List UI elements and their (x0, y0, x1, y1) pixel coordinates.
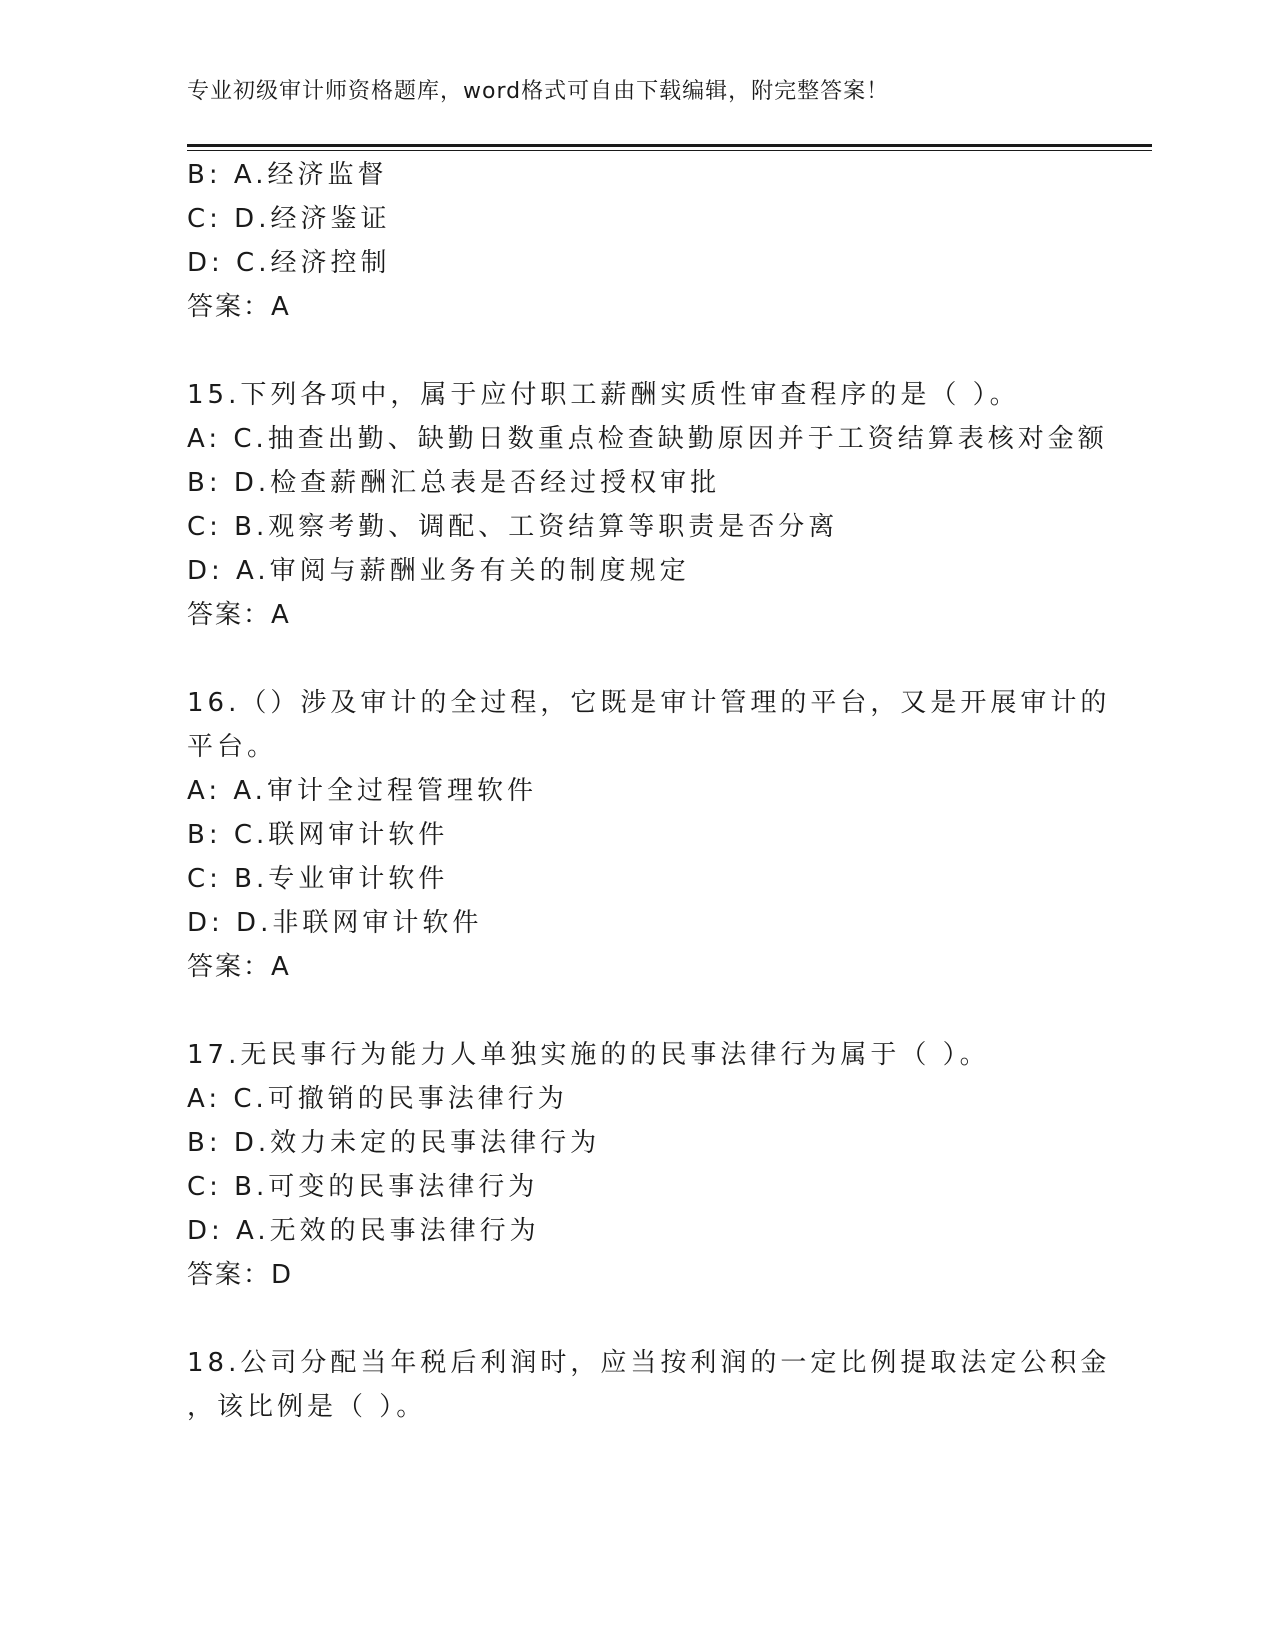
q16-question-line-1: 16.（）涉及审计的全过程，它既是审计管理的平台，又是开展审计的 (187, 688, 1111, 718)
q18-question-line-1: 18.公司分配当年税后利润时，应当按利润的一定比例提取法定公积金 (187, 1348, 1111, 1378)
q16-option-d: D: D.非联网审计软件 (187, 908, 483, 938)
q14-option-d: D: C.经济控制 (187, 248, 391, 278)
header-divider-thick (187, 144, 1152, 147)
q17-option-d: D: A.无效的民事法律行为 (187, 1216, 540, 1246)
q16-question-line-2: 平台。 (187, 732, 278, 762)
q16-option-b: B: C.联网审计软件 (187, 820, 449, 850)
q15-option-b: B: D.检查薪酬汇总表是否经过授权审批 (187, 468, 721, 498)
q18-question-line-2: ，该比例是（ ）。 (187, 1392, 427, 1422)
q15-option-a: A: C.抽查出勤、缺勤日数重点检查缺勤原因并于工资结算表核对金额 (187, 424, 1108, 454)
q16-answer: 答案：A (187, 952, 291, 982)
q17-option-b: B: D.效力未定的民事法律行为 (187, 1128, 601, 1158)
q17-option-a: A: C.可撤销的民事法律行为 (187, 1084, 568, 1114)
q16-option-a: A: A.审计全过程管理软件 (187, 776, 537, 806)
q15-option-d: D: A.审阅与薪酬业务有关的制度规定 (187, 556, 690, 586)
q14-answer: 答案：A (187, 292, 291, 322)
q16-option-c: C: B.专业审计软件 (187, 864, 449, 894)
page-header: 专业初级审计师资格题库，word格式可自由下载编辑，附完整答案！ (187, 79, 890, 104)
q15-question: 15.下列各项中，属于应付职工薪酬实质性审查程序的是（ ）。 (187, 380, 1020, 410)
q17-answer: 答案：D (187, 1260, 294, 1290)
q17-option-c: C: B.可变的民事法律行为 (187, 1172, 539, 1202)
q15-answer: 答案：A (187, 600, 291, 630)
q17-question: 17.无民事行为能力人单独实施的的民事法律行为属于（ ）。 (187, 1040, 990, 1070)
q14-option-c: C: D.经济鉴证 (187, 204, 391, 234)
q15-option-c: C: B.观察考勤、调配、工资结算等职责是否分离 (187, 512, 839, 542)
q14-option-b: B: A.经济监督 (187, 160, 388, 190)
header-divider-thin (187, 150, 1152, 151)
